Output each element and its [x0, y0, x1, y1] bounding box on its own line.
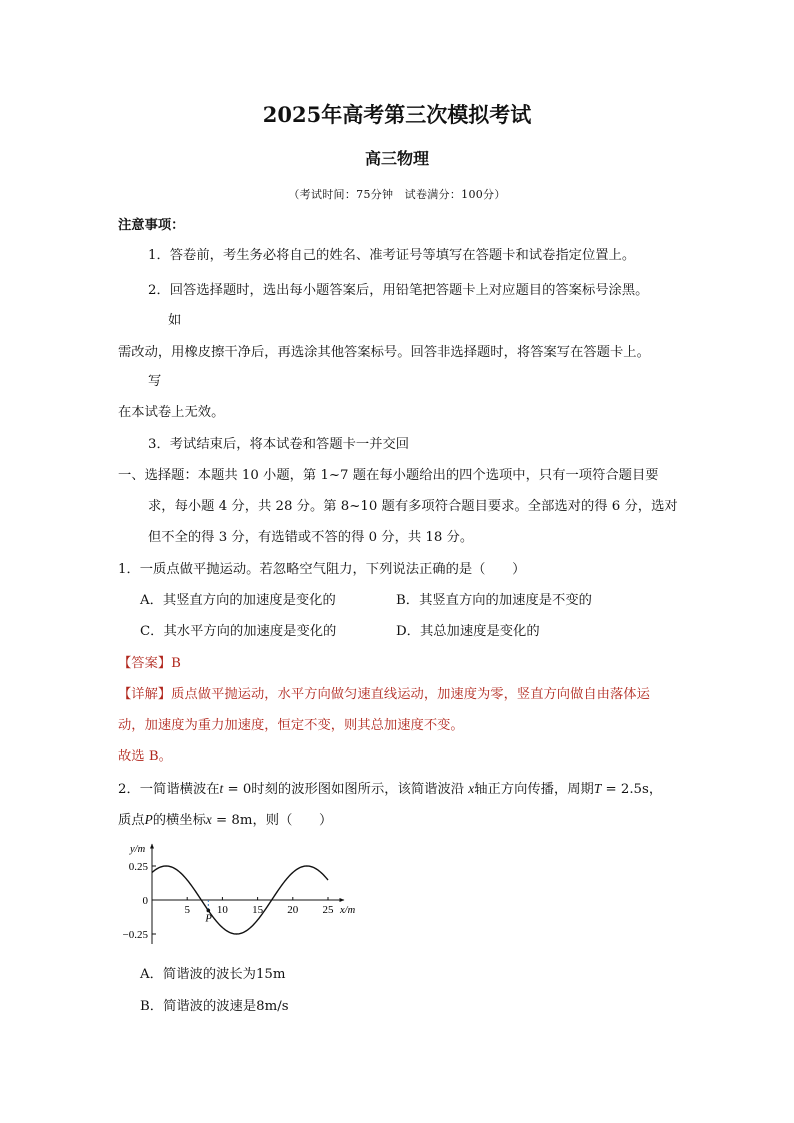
question-1-stem: 1．一质点做平抛运动。若忽略空气阻力，下列说法正确的是（ ）	[118, 562, 526, 577]
question-1-conclusion: 故选 B。	[118, 749, 172, 764]
P-variable: P	[144, 812, 153, 827]
question-2-stem-line-1	[118, 780, 662, 799]
x-variable: x	[205, 812, 212, 827]
note-item-2-line-1: 2．回答选择题时，选出每小题答案后，用铅笔把答题卡上对应题目的答案标号涂黑。	[148, 283, 649, 298]
question-1-option-c: C．其水平方向的加速度是变化的	[140, 624, 337, 639]
note-item-2-line-2: 如	[168, 313, 182, 328]
x-tick-label: 5	[184, 904, 190, 916]
section-instructions-line-3: 但不全的得 3 分，有选错或不答的得 0 分，共 18 分。	[148, 530, 474, 545]
wave-chart	[112, 840, 356, 952]
note-item-2-line-4: 写	[148, 374, 162, 389]
q2-stem-text: 轴正方向传播，周期	[474, 782, 594, 797]
note-item-1: 1．答卷前，考生务必将自己的姓名、准考证号等填写在答题卡和试卷指定位置上。	[148, 248, 636, 263]
y-tick-label: 0	[142, 895, 148, 907]
note-item-2-line-3: 需改动，用橡皮擦干净后，再选涂其他答案标号。回答非选择题时，将答案写在答题卡上。	[118, 345, 650, 360]
y-tick-label: 0.25	[128, 861, 148, 873]
question-1-detail-line-1: 【详解】质点做平抛运动，水平方向做匀速直线运动，加速度为零，竖直方向做自由落体运	[118, 687, 650, 702]
exam-info: （考试时间：75分钟 试卷满分：100分）	[288, 188, 506, 201]
question-1-answer: 【答案】B	[118, 656, 181, 671]
q2-stem-text: = 8m，则（ ）	[211, 813, 333, 828]
x-axis-label: x/m	[340, 905, 356, 916]
section-instructions-line-1: 一、选择题：本题共 10 小题，第 1~7 题在每小题给出的四个选项中，只有一项符合题目要	[118, 468, 659, 483]
exam-subject: 高三物理	[364, 149, 429, 168]
q2-stem-text: = 2.5s，	[601, 782, 663, 797]
notes-heading: 注意事项：	[118, 218, 185, 233]
question-1-detail-line-2: 动，加速度为重力加速度，恒定不变，则其总加速度不变。	[118, 718, 464, 733]
question-1-option-a: A．其竖直方向的加速度是变化的	[140, 593, 336, 608]
point-p-label: P	[205, 913, 212, 925]
note-item-2-line-5: 在本试卷上无效。	[118, 405, 225, 420]
question-1-option-d: D．其总加速度是变化的	[396, 624, 540, 639]
y-tick-label: −0.25	[122, 929, 148, 941]
section-instructions-line-2: 求，每小题 4 分，共 28 分。第 8~10 题有多项符合题目要求。全部选对的得 6 分，选对	[148, 499, 678, 514]
exam-title: 2025年高考第三次模拟考试	[262, 102, 532, 127]
q2-stem-text: 2．一简谐横波在	[118, 782, 220, 797]
x-tick-label: 20	[287, 904, 299, 916]
x-tick-label: 15	[252, 904, 264, 916]
T-variable: T	[593, 781, 602, 796]
question-2-stem-line-2	[118, 811, 332, 830]
question-2-option-a: A．简谐波的波长为15m	[140, 967, 286, 982]
x-tick-label: 10	[216, 904, 228, 916]
x-tick-label: 25	[322, 904, 334, 916]
note-item-3: 3．考试结束后，将本试卷和答题卡一并交回	[148, 437, 410, 452]
y-axis-label: y/m	[130, 844, 146, 855]
t-variable: t	[219, 781, 224, 796]
q2-stem-text: = 0时刻的波形图如图所示，该简谐波沿	[223, 782, 469, 797]
point-p-marker	[207, 909, 211, 913]
x-variable: x	[468, 781, 475, 796]
q2-stem-text: 的横坐标	[152, 813, 206, 828]
q2-stem-text: 质点	[118, 813, 145, 828]
question-1-option-b: B．其竖直方向的加速度是不变的	[396, 593, 592, 608]
question-2-option-b: B．简谐波的波速是8m/s	[140, 999, 289, 1014]
